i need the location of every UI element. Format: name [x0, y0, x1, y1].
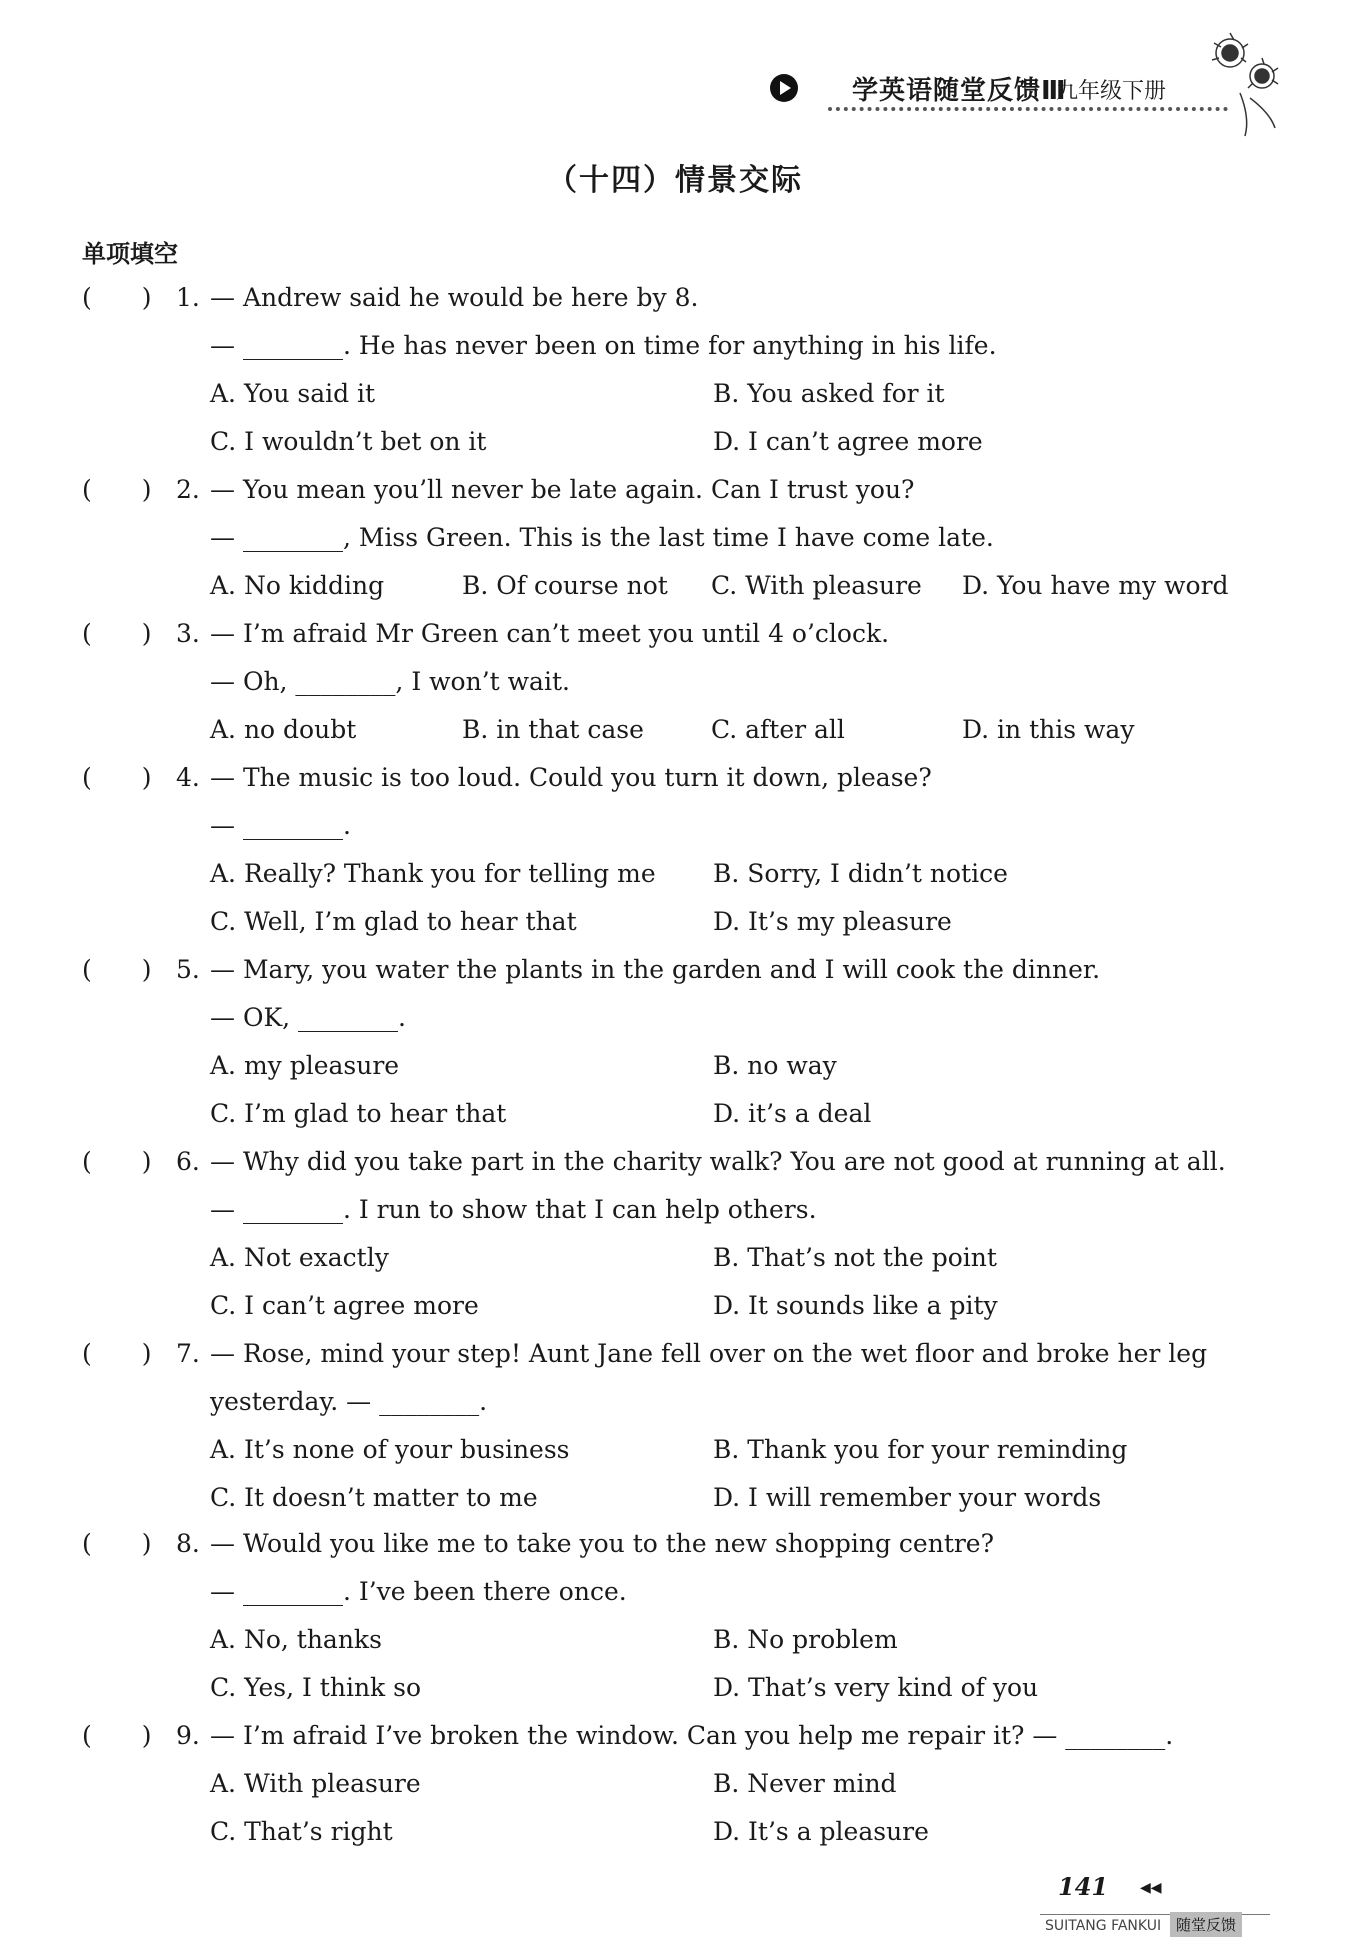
question-number: 5. — [176, 955, 200, 984]
double-left-arrow-icon: ◀◀ — [1140, 1880, 1162, 1896]
grade-label: 九年级下册 — [1056, 79, 1167, 104]
question-number: 2. — [176, 475, 200, 504]
option-b: B. Of course not — [462, 571, 668, 600]
option-b: B. Never mind — [713, 1769, 897, 1798]
option-a: A. You said it — [210, 379, 376, 408]
option-c: C. I wouldn’t bet on it — [210, 427, 487, 456]
option-c: C. I can’t agree more — [210, 1291, 479, 1320]
question-number: 7. — [176, 1339, 200, 1368]
series-title: 学英语随堂反馈Ⅲ — [852, 76, 1067, 106]
option-c: C. That’s right — [210, 1817, 393, 1846]
sunflower-decoration-icon — [1190, 18, 1300, 138]
answer-bracket[interactable]: ( ) — [82, 763, 152, 792]
question-reply: — Oh, ________, I won’t wait. — [210, 667, 570, 696]
question-reply: — ________. I’ve been there once. — [210, 1577, 627, 1606]
question-stem: — The music is too loud. Could you turn it down, please? — [210, 763, 932, 792]
question-stem: — Would you like me to take you to the new shopping centre? — [210, 1529, 995, 1558]
page-number: 141 — [1058, 1872, 1109, 1901]
option-d: D. You have my word — [962, 571, 1229, 600]
option-c: C. With pleasure — [711, 571, 922, 600]
option-c: C. Yes, I think so — [210, 1673, 422, 1702]
option-b: B. Thank you for your reminding — [713, 1435, 1128, 1464]
question-reply: — OK, ________. — [210, 1003, 406, 1032]
option-c: C. I’m glad to hear that — [210, 1099, 507, 1128]
question-stem: — Why did you take part in the charity walk? You are not good at running at all. — [210, 1147, 1226, 1176]
option-d: D. it’s a deal — [713, 1099, 872, 1128]
option-a: A. No kidding — [210, 571, 385, 600]
footer-brand-en: SUITANG FANKUI — [1045, 1918, 1162, 1934]
option-d: D. I will remember your words — [713, 1483, 1102, 1512]
section-heading: 单项填空 — [82, 240, 178, 268]
option-a: A. Really? Thank you for telling me — [210, 859, 656, 888]
answer-bracket[interactable]: ( ) — [82, 283, 152, 312]
option-a: A. Not exactly — [210, 1243, 389, 1272]
header-dotted-rule — [828, 107, 1228, 111]
option-a: A. No, thanks — [210, 1625, 382, 1654]
option-d: D. I can’t agree more — [713, 427, 983, 456]
question-reply: — ________. He has never been on time for anything in his life. — [210, 331, 997, 360]
option-d: D. It sounds like a pity — [713, 1291, 998, 1320]
option-a: A. It’s none of your business — [210, 1435, 570, 1464]
question-reply: yesterday. — ________. — [210, 1387, 488, 1416]
question-number: 4. — [176, 763, 200, 792]
question-number: 8. — [176, 1529, 200, 1558]
option-c: C. It doesn’t matter to me — [210, 1483, 538, 1512]
footer-brand-cn: 随堂反馈 — [1170, 1912, 1242, 1937]
question-stem: — I’m afraid I’ve broken the window. Can you help me repair it? — ________. — [210, 1721, 1174, 1750]
answer-bracket[interactable]: ( ) — [82, 1529, 152, 1558]
option-b: B. That’s not the point — [713, 1243, 997, 1272]
answer-bracket[interactable]: ( ) — [82, 619, 152, 648]
option-b: B. You asked for it — [713, 379, 945, 408]
answer-bracket[interactable]: ( ) — [82, 1147, 152, 1176]
option-d: D. It’s a pleasure — [713, 1817, 929, 1846]
option-a: A. my pleasure — [210, 1051, 400, 1080]
question-reply: — ________. I run to show that I can help others. — [210, 1195, 817, 1224]
option-c: C. Well, I’m glad to hear that — [210, 907, 577, 936]
question-stem: — Andrew said he would be here by 8. — [210, 283, 699, 312]
question-reply: — ________. — [210, 811, 351, 840]
option-d: D. It’s my pleasure — [713, 907, 952, 936]
option-b: B. No problem — [713, 1625, 898, 1654]
answer-bracket[interactable]: ( ) — [82, 1721, 152, 1750]
option-b: B. no way — [713, 1051, 837, 1080]
answer-bracket[interactable]: ( ) — [82, 475, 152, 504]
option-d: D. That’s very kind of you — [713, 1673, 1039, 1702]
option-a: A. no doubt — [210, 715, 357, 744]
play-icon — [770, 74, 798, 102]
answer-bracket[interactable]: ( ) — [82, 955, 152, 984]
option-d: D. in this way — [962, 715, 1135, 744]
question-stem: — I’m afraid Mr Green can’t meet you until 4 o’clock. — [210, 619, 890, 648]
question-stem: — Mary, you water the plants in the garden and I will cook the dinner. — [210, 955, 1101, 984]
answer-bracket[interactable]: ( ) — [82, 1339, 152, 1368]
question-number: 6. — [176, 1147, 200, 1176]
question-stem: — Rose, mind your step! Aunt Jane fell over on the wet floor and broke her leg — [210, 1339, 1208, 1368]
question-number: 3. — [176, 619, 200, 648]
option-b: B. Sorry, I didn’t notice — [713, 859, 1008, 888]
option-b: B. in that case — [462, 715, 644, 744]
question-number: 9. — [176, 1721, 200, 1750]
option-a: A. With pleasure — [210, 1769, 421, 1798]
page-title: （十四）情景交际 — [547, 163, 803, 198]
question-stem: — You mean you’ll never be late again. Can I trust you? — [210, 475, 915, 504]
option-c: C. after all — [711, 715, 845, 744]
question-reply: — ________, Miss Green. This is the last time I have come late. — [210, 523, 994, 552]
question-number: 1. — [176, 283, 200, 312]
